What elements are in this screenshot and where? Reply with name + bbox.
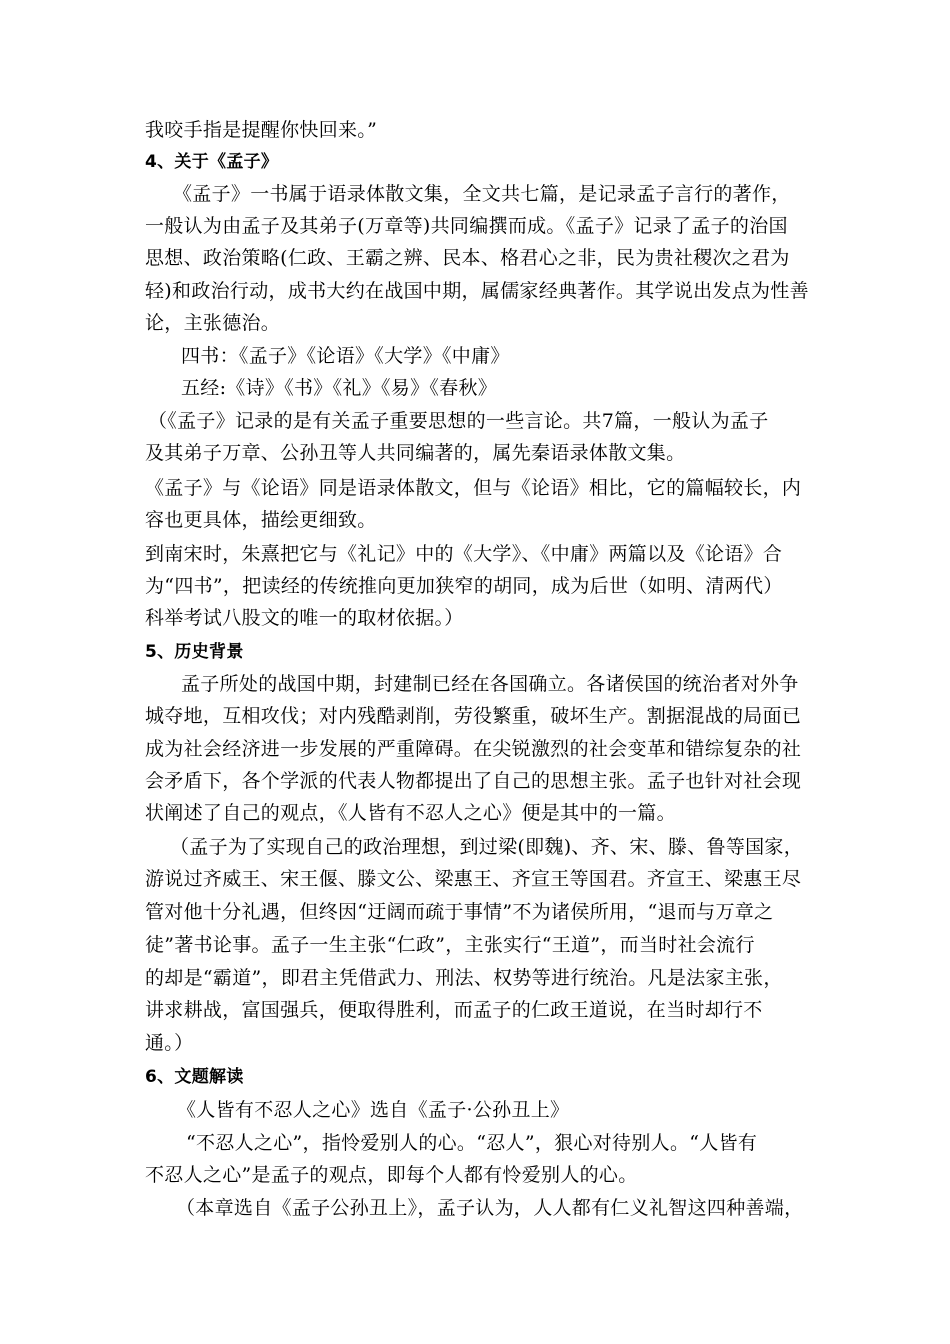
text-line: 到南宋时，朱熹把它与《礼记》中的《大学》、《中庸》两篇以及《论语》合 [145,543,783,565]
text-line: 《孟子》一书属于语录体散文集，全文共七篇，是记录孟子言行的著作， [173,183,791,205]
text-line: 徒”著书论事。孟子一生主张“仁政”，主张实行“王道”，而当时社会流行 [145,934,755,956]
section-heading-6: 6、文题解读 [145,1067,244,1087]
text-line: （本章选自《孟子公孙丑上》，孟子认为，人人都有仁义礼智这四种善端， [176,1197,804,1219]
text-line: 状阐述了自己的观点，《人皆有不忍人之心》便是其中的一篇。 [145,802,676,824]
text-line: 通。） [145,1032,194,1054]
text-line: 孟子所处的战国中期，封建制已经在各国确立。各诸侯国的统治者对外争 [181,673,799,695]
text-line: 游说过齐威王、宋王偃、滕文公、梁惠王、齐宣王等国君。齐宣王、梁惠王尽 [145,868,802,890]
text-line: 一般认为由孟子及其弟子(万章等)共同编撰而成。《孟子》记录了孟子的治国 [145,215,788,237]
text-line: 论，主张德治。 [145,312,281,334]
text-line: 的却是“霸道”，即君主凭借武力、刑法、权势等进行统治。凡是法家主张， [145,967,783,989]
text-line: 四书：《孟子》《论语》《大学》《中庸》 [181,345,510,367]
text-line: 科举考试八股文的唯一的取材依据。） [145,607,464,629]
text-line: 五经:《诗》《书》《礼》《易》《春秋》 [181,377,498,399]
text-line: 《人皆有不忍人之心》选自《孟子·公孙丑上》 [177,1099,570,1121]
text-line: 为“四书”，把读经的传统推向更加狭窄的胡同，成为后世（如明、清两代） [145,575,783,597]
text-line: 我咬手指是提醒你快回来。” [145,119,378,141]
text-line: 及其弟子万章、公孙丑等人共同编著的，属先秦语录体散文集。 [145,442,686,464]
text-line: 不忍人之心”是孟子的观点，即每个人都有怜爱别人的心。 [145,1164,638,1186]
text-line: 城夺地，互相攻伐；对内残酷剥削，劳役繁重，破坏生产。割据混战的局面已 [145,705,802,727]
text-line: 管对他十分礼遇，但终因“迂阔而疏于事情”不为诸侯所用，“退而与万章之 [145,901,774,923]
text-line: 讲求耕战，富国强兵，便取得胜利，而孟子的仁政王道说，在当时却行不 [145,999,763,1021]
text-line: （孟子为了实现自己的政治理想，到过梁(即魏)、齐、宋、滕、鲁等国家， [170,836,804,858]
text-line: “不忍人之心”，指怜爱别人的心。“忍人”，狠心对待别人。“人皆有 [186,1132,758,1154]
text-line: 思想、政治策略(仁政、王霸之辨、民本、格君心之非，民为贵社稷次之君为 [145,247,790,269]
section-heading-4: 4、关于《孟子》 [145,152,279,172]
text-line: 成为社会经济进一步发展的严重障碍。在尖锐激烈的社会变革和错综复杂的社 [145,738,802,760]
text-line: 《孟子》与《论语》同是语录体散文，但与《论语》相比，它的篇幅较长，内 [145,477,802,499]
section-heading-5: 5、历史背景 [145,642,244,662]
text-line: 会矛盾下，各个学派的代表人物都提出了自己的思想主张。孟子也针对社会现 [145,770,802,792]
text-line: 轻)和政治行动，成书大约在战国中期，属儒家经典著作。其学说出发点为性善 [145,280,809,302]
text-line: 容也更具体，描绘更细致。 [145,509,377,531]
text-line: （《孟子》记录的是有关孟子重要思想的一些言论。共7篇，一般认为孟子 [148,410,769,432]
